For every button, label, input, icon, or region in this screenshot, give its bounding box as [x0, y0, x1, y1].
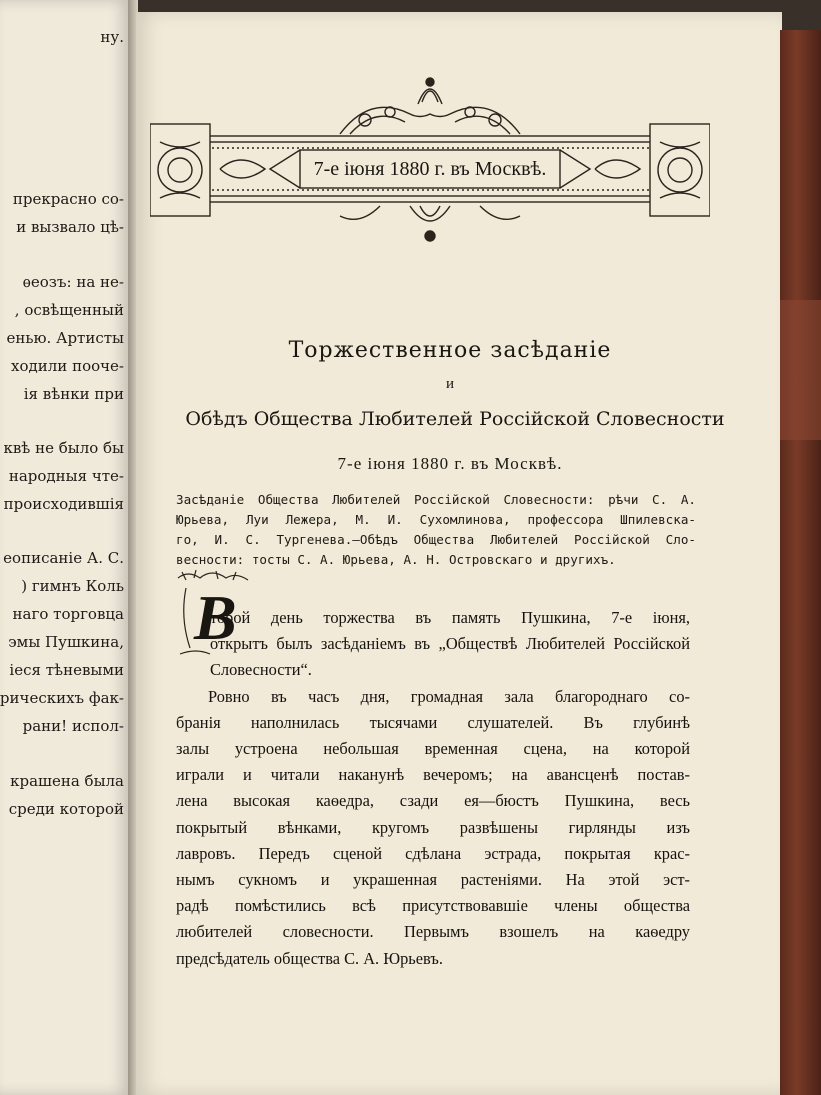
article-body — [176, 605, 690, 972]
body-line: лена высокая каѳедра, сзади ея—бюстъ Пушкина, весь — [176, 791, 690, 811]
left-page-line: среди которой — [8, 800, 124, 818]
summary-line: весности: тосты С. А. Юрьева, А. Н. Островскаго и другихъ. — [176, 552, 616, 567]
body-line: залы устроена небольшая временная сцена, на которой — [176, 739, 690, 759]
body-line: любителей словесности. Первымъ взошелъ на каѳедру — [176, 922, 690, 942]
summary-line: го, И. С. Тургенева.—Обѣдъ Общества Любителей Россійской Сло- — [176, 532, 696, 547]
left-page-line: ) гимнъ Коль — [21, 577, 124, 595]
body-line: лавровъ. Передъ сценой сдѣлана эстрада, покрытая крас- — [176, 843, 690, 863]
body-line: предсѣдатель общества С. А. Юрьевъ. — [176, 948, 443, 968]
left-page-line: іеся тѣневыми — [9, 661, 124, 679]
body-line: Ровно въ часъ дня, громадная зала благороднаго со- — [208, 686, 690, 706]
body-line: торой день торжества въ память Пушкина, 7-е іюня, — [210, 608, 690, 627]
left-page-line: эмы Пушкина, — [8, 633, 124, 651]
left-page-line: ну. — [100, 28, 124, 46]
left-page-line: еописаніе А. С. — [3, 549, 124, 567]
article-title: Торжественное засѣданіе — [288, 338, 612, 363]
summary-line: Юрьева, Луи Лежера, М. И. Сухомлинова, профессора Шпилевска- — [176, 512, 696, 527]
left-page-line: рани! испол- — [22, 717, 124, 735]
left-page-line: прекрасно со- — [12, 190, 124, 208]
left-page-line: происходившія — [3, 495, 124, 513]
article-subtitle: Обѣдъ Общества Любителей Россійской Словесности — [185, 408, 725, 430]
spine-band — [780, 300, 821, 440]
body-line: играли и читали наканунѣ вечеромъ; на авансценѣ постав- — [176, 765, 690, 785]
body-line: открытъ былъ засѣданіемъ въ „Обществѣ Любителей Россійской Словесности“. — [210, 634, 690, 680]
left-page — [0, 0, 130, 1095]
left-page-line: крашена была — [10, 772, 124, 790]
summary-line: Засѣданіе Общества Любителей Россійской Словесности: рѣчи С. А. — [176, 492, 696, 507]
left-page-line: ходили пооче- — [11, 357, 124, 375]
body-line: бранія наполнилась тысячами слушателей. Въ глубинѣ — [176, 712, 690, 732]
drop-cap-letter: В — [194, 582, 237, 653]
left-page-line: квѣ не было бы — [3, 439, 124, 457]
body-line: покрытый вѣнками, кругомъ развѣшены гирлянды изъ — [176, 817, 690, 837]
article-dateline: 7-е іюня 1880 г. въ Москвѣ. — [337, 454, 563, 473]
left-page-line: , освѣщенный — [14, 301, 124, 319]
left-page-line: ія вѣнки при — [23, 385, 124, 403]
left-page-line: енью. Артисты — [6, 329, 124, 347]
article-summary — [176, 490, 696, 570]
left-page-line: наго торговца — [12, 605, 124, 623]
body-line: нымъ сукномъ и украшенная растеніями. На этой эст- — [176, 870, 690, 890]
body-line: радѣ помѣстились всѣ присутствовавшіе члены общества — [176, 896, 690, 916]
left-page-line: ѳеозъ: на не- — [22, 273, 124, 291]
book-spine — [780, 30, 821, 1095]
title-conjunction: и — [445, 376, 455, 392]
left-page-line: и вызвало цѣ- — [16, 218, 124, 236]
left-page-line: народныя чте- — [8, 467, 124, 485]
ornament-title: 7-е іюня 1880 г. въ Москвѣ. — [313, 158, 547, 180]
left-page-line: рическихъ фак- — [0, 689, 124, 707]
